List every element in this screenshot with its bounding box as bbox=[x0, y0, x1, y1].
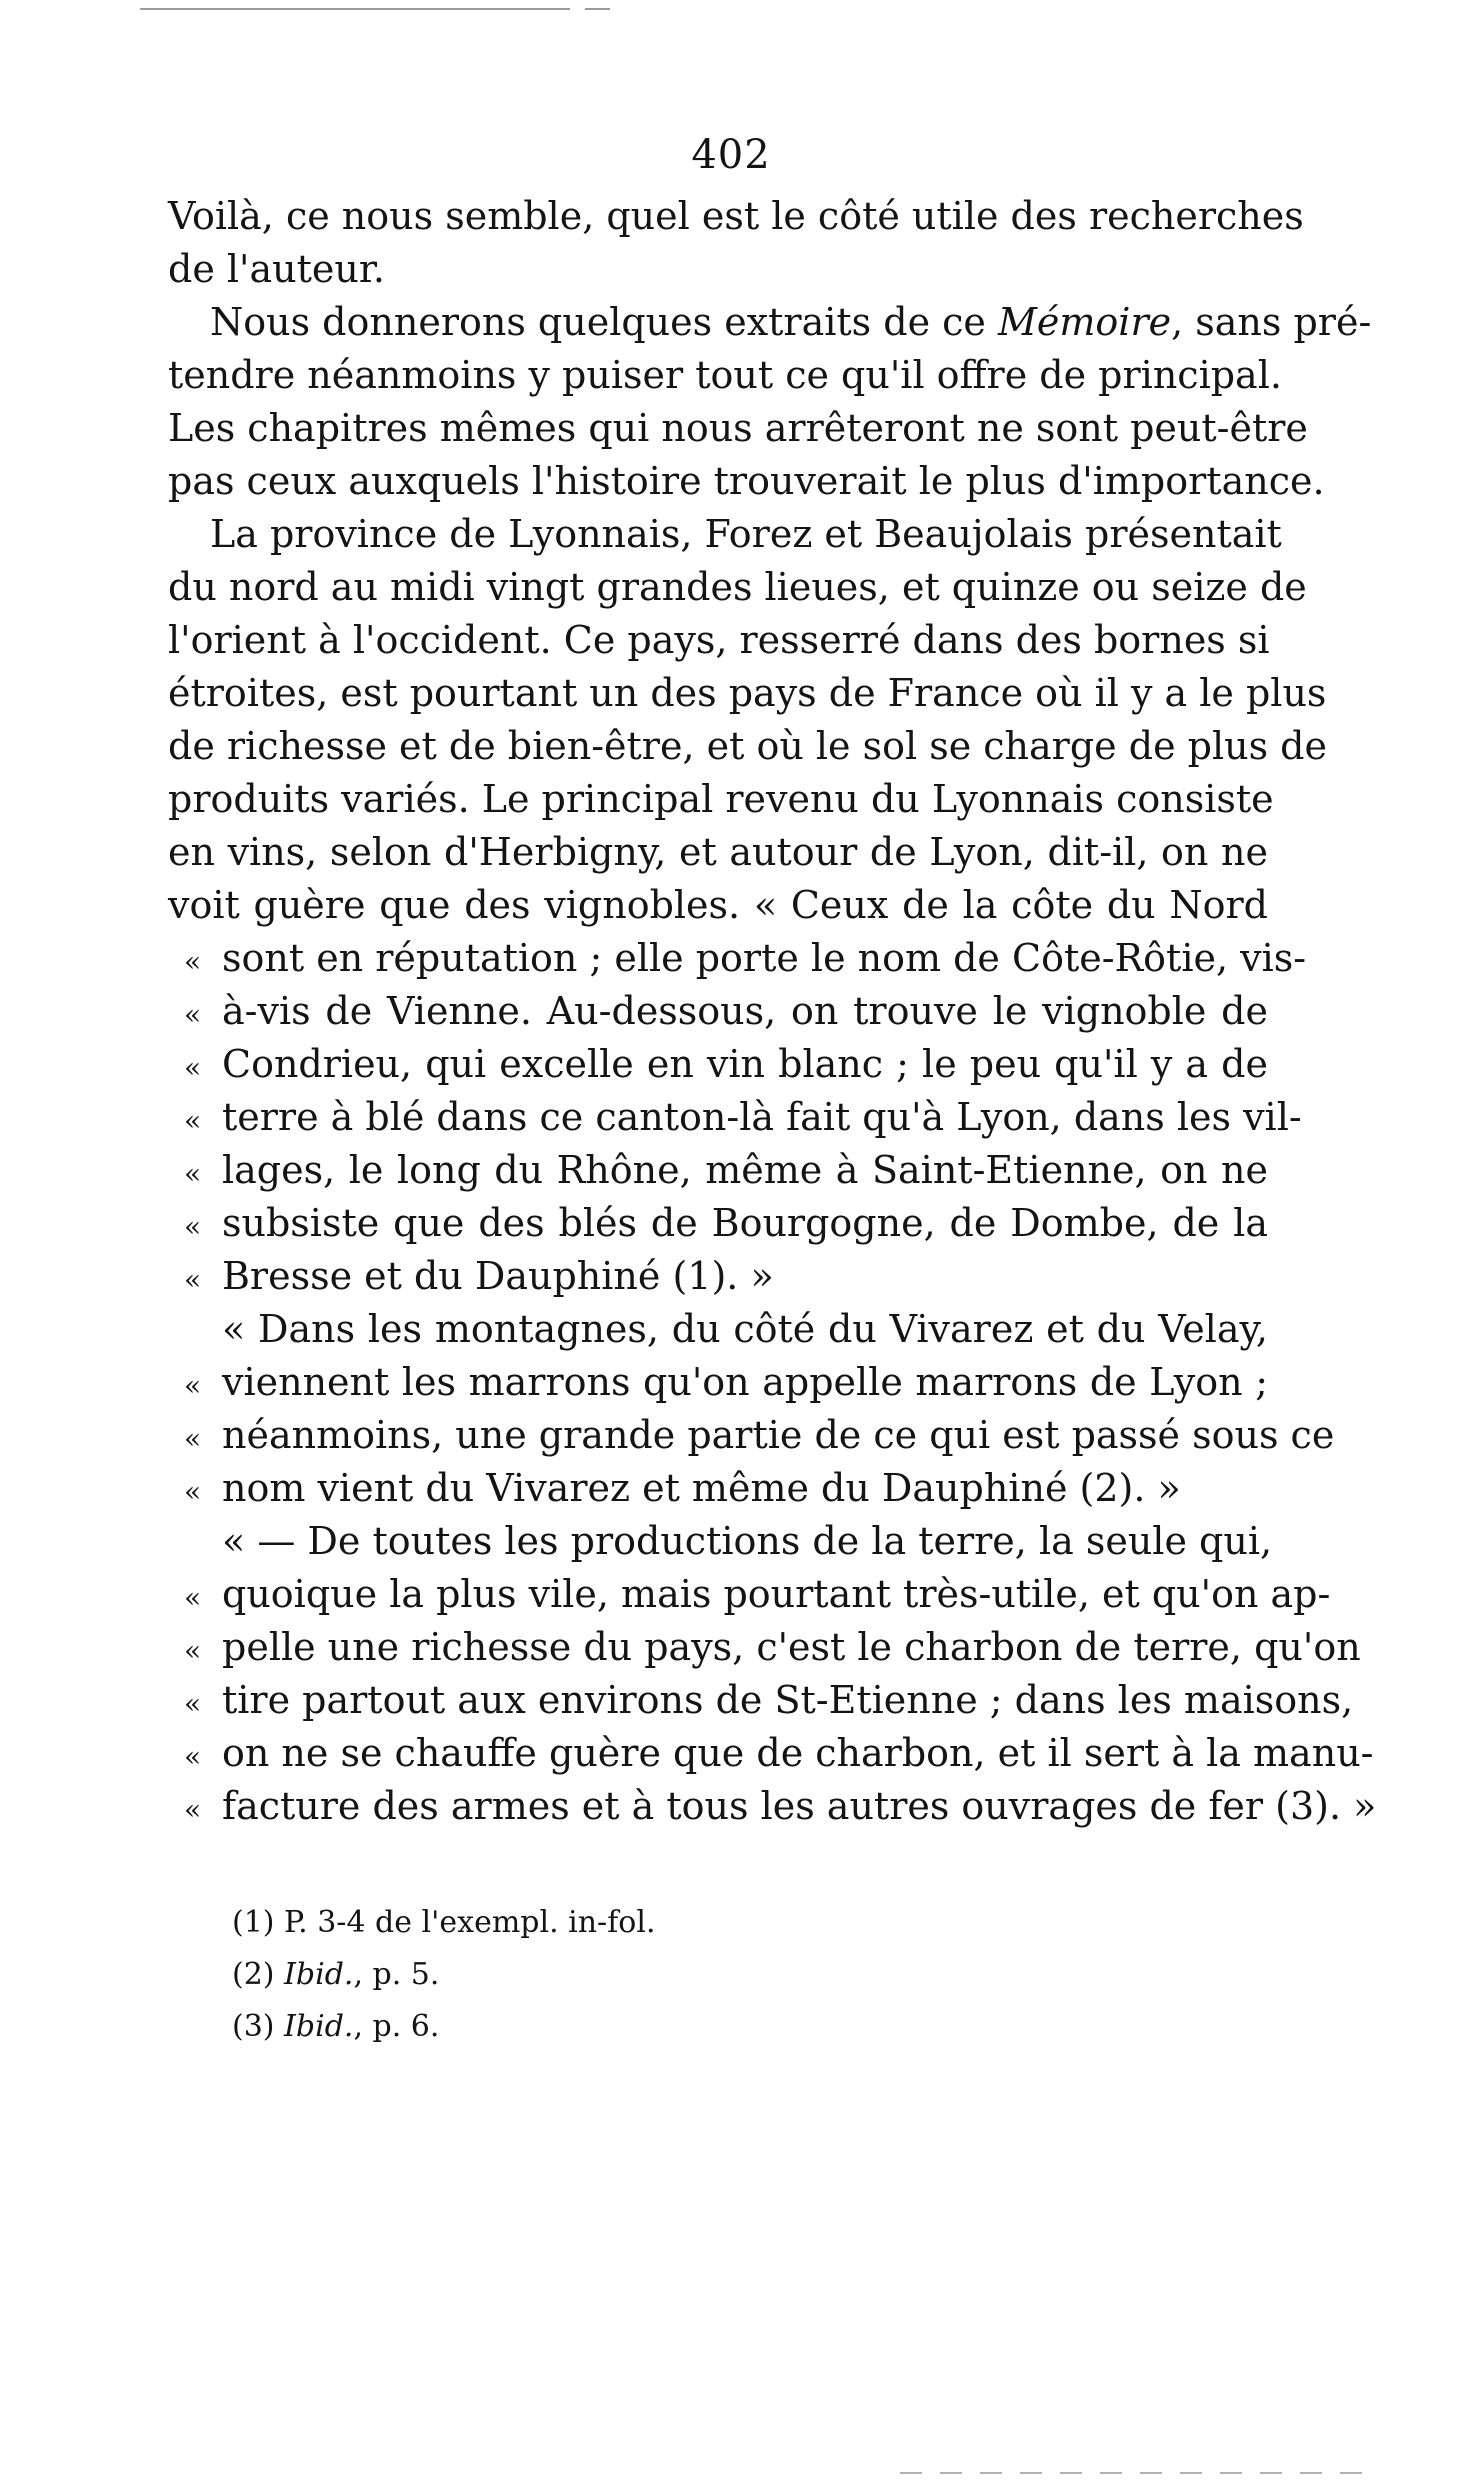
quote-text: Condrieu, qui excelle en vin blanc ; le peu qu'il y a de bbox=[222, 1042, 1268, 1086]
text-span: Nous donnerons quelques extraits de ce bbox=[210, 300, 998, 344]
footnote-text: P. 3-4 de l'exempl. in-fol. bbox=[274, 1905, 656, 1940]
quote-text: tire partout aux environs de St-Etienne ; dans les maisons, bbox=[222, 1678, 1354, 1722]
quote-mark: « bbox=[184, 1581, 202, 1614]
quote-line bbox=[168, 1038, 1268, 1091]
quote-mark: « bbox=[184, 1687, 202, 1720]
top-scan-rule-short bbox=[585, 8, 610, 10]
text-line: voit guère que des vignobles. « Ceux de la côte du Nord bbox=[168, 883, 1268, 927]
text-line: du nord au midi vingt grandes lieues, et quinze ou seize de bbox=[168, 565, 1307, 609]
quote-line bbox=[168, 1091, 1302, 1144]
footnote-mark: (3) bbox=[232, 2009, 275, 2044]
quote-mark: « bbox=[184, 1263, 202, 1296]
footnote-mark: (2) bbox=[232, 1957, 275, 1992]
bottom-scan-marks bbox=[900, 2472, 1370, 2474]
quote-line bbox=[168, 1568, 1331, 1621]
text-line: pas ceux auxquels l'histoire trouverait le plus d'importance. bbox=[168, 459, 1325, 503]
text-line: Voilà, ce nous semble, quel est le côté utile des recherches bbox=[168, 194, 1304, 238]
quote-text: nom vient du Vivarez et même du Dauphiné (2). » bbox=[222, 1466, 1181, 1510]
quote-mark: « bbox=[184, 998, 202, 1031]
quote-text: sont en réputation ; elle porte le nom de Côte-Rôtie, vis- bbox=[222, 936, 1307, 980]
quote-mark: « bbox=[184, 1051, 202, 1084]
text-line: tendre néanmoins y puiser tout ce qu'il offre de principal. bbox=[168, 353, 1282, 397]
quote-text: néanmoins, une grande partie de ce qui est passé sous ce bbox=[222, 1413, 1335, 1457]
body-text bbox=[168, 190, 1377, 1833]
text-line: Les chapitres mêmes qui nous arrêteront ne sont peut-être bbox=[168, 406, 1308, 450]
quote-text: à-vis de Vienne. Au-dessous, on trouve le vignoble de bbox=[222, 989, 1268, 1033]
footnote-italic: Ibid. bbox=[284, 1957, 354, 1992]
footnote bbox=[232, 1949, 1032, 2001]
quote-mark: « bbox=[184, 1475, 202, 1508]
text-line: produits variés. Le principal revenu du Lyonnais consiste bbox=[168, 777, 1274, 821]
quote-line bbox=[168, 1250, 1268, 1303]
quote-line: « — De toutes les productions de la terre, la seule qui, bbox=[222, 1519, 1273, 1563]
text-line: La province de Lyonnais, Forez et Beaujolais présentait bbox=[210, 512, 1282, 556]
quote-line bbox=[168, 1356, 1268, 1409]
quote-mark: « bbox=[184, 1740, 202, 1773]
quote-line bbox=[168, 1144, 1268, 1197]
quote-text: on ne se chauffe guère que de charbon, et il sert à la manu- bbox=[222, 1731, 1374, 1775]
text-span: , sans pré- bbox=[1171, 300, 1372, 344]
text-line bbox=[168, 296, 1372, 349]
quote-mark: « bbox=[184, 1157, 202, 1190]
top-scan-rule bbox=[140, 8, 570, 10]
quote-mark: « bbox=[184, 1634, 202, 1667]
quote-line bbox=[168, 1197, 1268, 1250]
quote-text: quoique la plus vile, mais pourtant très-utile, et qu'on ap- bbox=[222, 1572, 1331, 1616]
footnote-text: , p. 6. bbox=[353, 2009, 440, 2044]
text-line: l'orient à l'occident. Ce pays, resserré dans des bornes si bbox=[168, 618, 1270, 662]
quote-text: viennent les marrons qu'on appelle marrons de Lyon ; bbox=[222, 1360, 1268, 1404]
quote-line bbox=[168, 1409, 1335, 1462]
quote-line bbox=[168, 1462, 1268, 1515]
quote-mark: « bbox=[184, 1422, 202, 1455]
text-line: de l'auteur. bbox=[168, 247, 385, 291]
quote-text: subsiste que des blés de Bourgogne, de Dombe, de la bbox=[222, 1201, 1268, 1245]
quote-line: « Dans les montagnes, du côté du Vivarez et du Velay, bbox=[222, 1307, 1268, 1351]
quote-mark: « bbox=[184, 945, 202, 978]
quote-text: pelle une richesse du pays, c'est le charbon de terre, qu'on bbox=[222, 1625, 1361, 1669]
quote-text: Bresse et du Dauphiné (1). » bbox=[222, 1254, 774, 1298]
quote-line bbox=[168, 932, 1307, 985]
footnote-text: , p. 5. bbox=[353, 1957, 440, 1992]
quote-mark: « bbox=[184, 1210, 202, 1243]
quote-mark: « bbox=[184, 1104, 202, 1137]
text-line: étroites, est pourtant un des pays de France où il y a le plus bbox=[168, 671, 1327, 715]
quote-line bbox=[168, 1727, 1374, 1780]
page-number: 402 bbox=[691, 132, 771, 178]
quote-line bbox=[168, 1780, 1377, 1833]
quote-text: facture des armes et à tous les autres ouvrages de fer (3). » bbox=[222, 1784, 1377, 1828]
text-line: en vins, selon d'Herbigny, et autour de Lyon, dit-il, on ne bbox=[168, 830, 1268, 874]
footnote bbox=[232, 2001, 1032, 2053]
footnotes bbox=[232, 1897, 1032, 2053]
quote-line bbox=[168, 985, 1268, 1038]
quote-mark: « bbox=[184, 1793, 202, 1826]
text-line: de richesse et de bien-être, et où le sol se charge de plus de bbox=[168, 724, 1327, 768]
quote-line bbox=[168, 1621, 1361, 1674]
quote-mark: « bbox=[184, 1369, 202, 1402]
footnote bbox=[232, 1897, 1032, 1949]
footnote-italic: Ibid. bbox=[284, 2009, 354, 2044]
quote-line bbox=[168, 1674, 1354, 1727]
italic-title: Mémoire bbox=[997, 300, 1172, 344]
quote-text: terre à blé dans ce canton-là fait qu'à Lyon, dans les vil- bbox=[222, 1095, 1302, 1139]
quote-text: lages, le long du Rhône, même à Saint-Etienne, on ne bbox=[222, 1148, 1268, 1192]
footnote-mark: (1) bbox=[232, 1905, 275, 1940]
